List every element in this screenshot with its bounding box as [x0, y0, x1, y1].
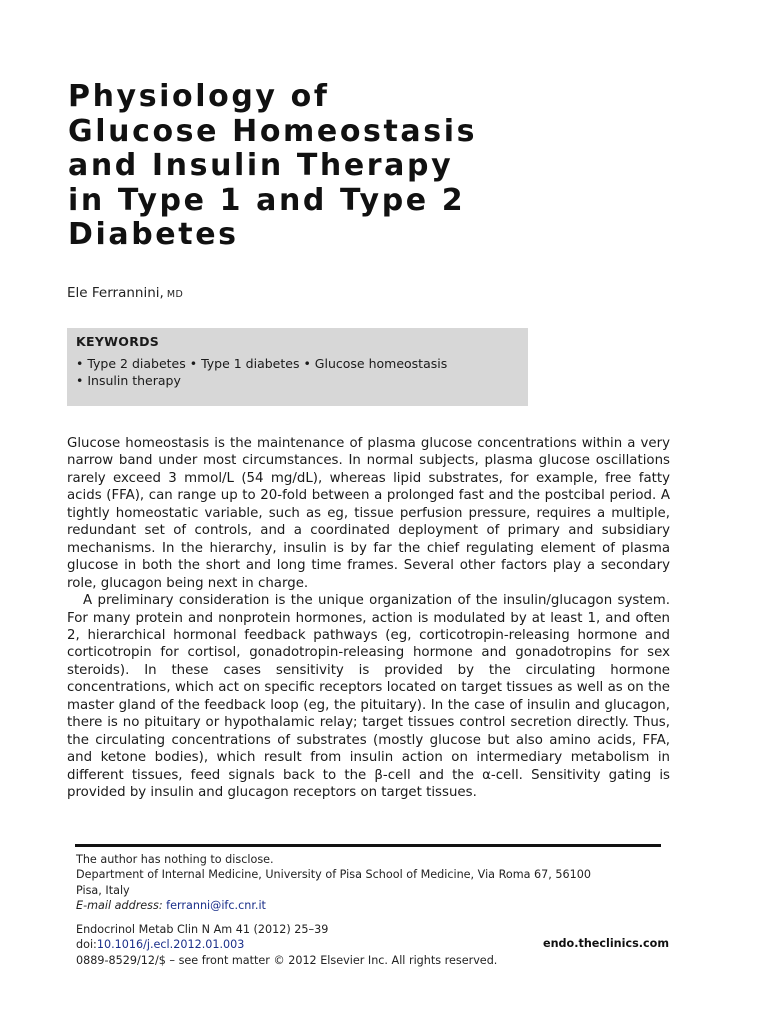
disclosure-text: The author has nothing to disclose. — [76, 853, 274, 866]
title-line: in Type 1 and Type 2 — [68, 182, 466, 218]
title-line: Diabetes — [68, 217, 239, 252]
citation-text: Endocrinol Metab Clin N Am 41 (2012) 25–39 — [76, 923, 329, 936]
keywords-line: • Insulin therapy — [76, 373, 181, 388]
title-line: Physiology of — [68, 79, 330, 114]
keywords-heading: KEYWORDS — [76, 334, 160, 349]
body-paragraph: A preliminary consideration is the unique organization of the insulin/glucagon system. For many protein and nonprotein hormones, action is modulated by at least 1, and often 2, hierarchical hormonal feedback pathways (eg, corticotropin-releasing hormone and corticotropin for cortisol, gonadotropin-releasing hormone and gonadotropins for sex steroids). In these cases sensitivity is provided by the circulating hormone concentrations, which act on specific receptors located on target tissues as well as on the master gland of the feedback loop (eg, the pituitary). In the case of insulin and glucagon, there is no pituitary or hypothalamic relay; target tissues control secretion directly. Thus, the circulating concentrations of substrates (mostly glucose but also amino acids, FFA, and ketone bodies), which result from insulin action on intermediary metabolism in different tissues, feed signals back to the β-cell and the α-cell. Sensitivity gating is provided by insulin and glucagon receptors on target tissues. — [67, 593, 670, 801]
title-line: Glucose Homeostasis — [68, 113, 478, 149]
title-line: and Insulin Therapy — [68, 148, 454, 183]
keywords-box — [67, 328, 528, 406]
journal-website[interactable]: endo.theclinics.com — [542, 937, 669, 950]
author-name: Ele Ferrannini, — [67, 285, 164, 301]
doi-link[interactable]: 10.1016/j.ecl.2012.01.003 — [96, 938, 245, 952]
copyright-text: 0889-8529/12/$ – see front matter © 2012 Elsevier Inc. All rights reserved. — [76, 953, 498, 967]
author-line — [67, 285, 183, 301]
email-label: E-mail address: — [76, 899, 163, 913]
doi-label: doi: — [76, 938, 97, 952]
author-degree: MD — [166, 289, 184, 300]
article-title — [68, 80, 477, 253]
email-link[interactable]: ferranni@ifc.cnr.it — [166, 899, 266, 913]
footnote-block — [76, 852, 676, 914]
affiliation-text: Pisa, Italy — [76, 883, 130, 897]
affiliation-text: Department of Internal Medicine, University of Pisa School of Medicine, Via Roma 67, 56100 — [76, 868, 591, 882]
article-body — [67, 435, 670, 802]
footnote-divider — [75, 844, 661, 847]
body-paragraph: Glucose homeostasis is the maintenance of plasma glucose concentrations within a very narrow band under most circumstances. In normal subjects, plasma glucose oscillations rarely exceed 3 mmol/L (54 mg/dL), whereas lipid substrates, for example, free fatty acids (FFA), can range up to 20-fold between a prolonged fast and the postcibal period. A tightly homeostatic variable, such as eg, tissue perfusion pressure, requires a multiple, redundant set of controls, and a coordinated deployment of primary and subsidiary mechanisms. In the hierarchy, insulin is by far the chief regulating element of plasma glucose in both the short and long time frames. Several other factors play a secondary role, glucagon being next in charge. — [67, 436, 670, 591]
keywords-line: • Type 2 diabetes • Type 1 diabetes • Glucose homeostasis — [76, 356, 448, 371]
email-line — [76, 898, 676, 913]
